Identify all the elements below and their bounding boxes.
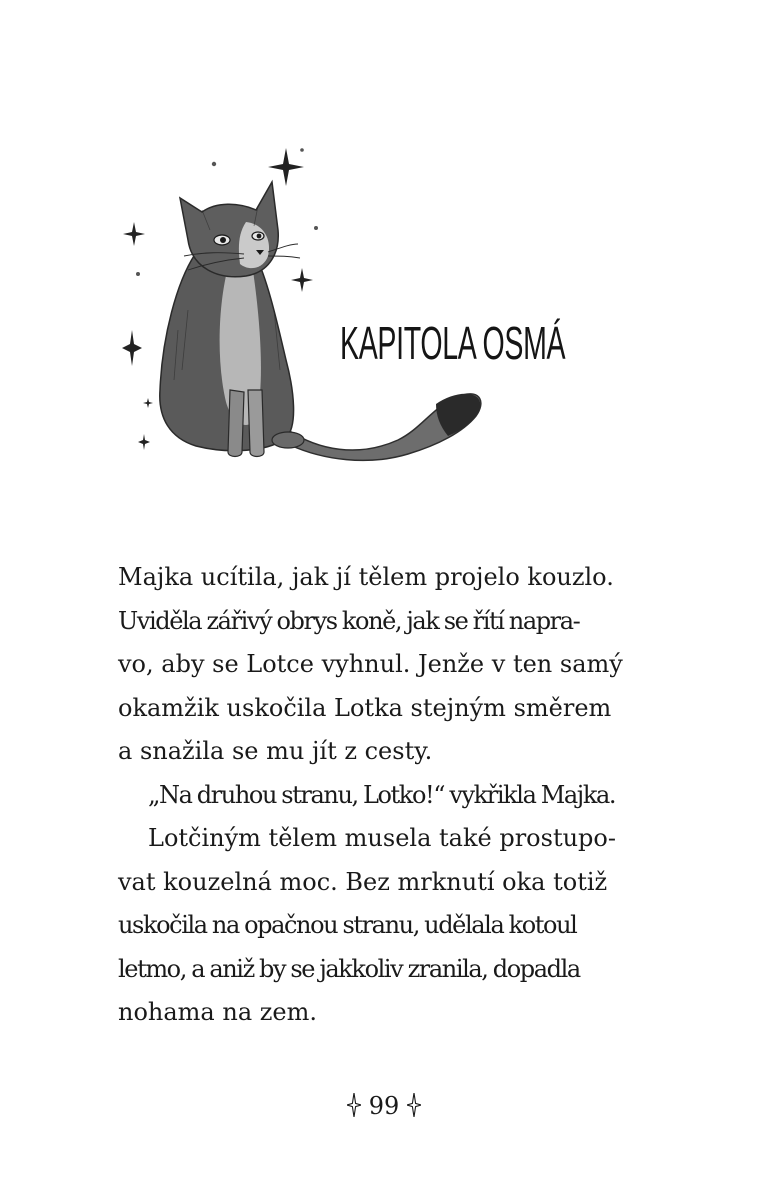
text-line: a snažila se mu jít z cesty. [118,737,433,765]
text-line: vat kouzelná moc. Bez mrknutí oka totiž [118,867,608,896]
chapter-title: KAPITOLA OSMÁ [340,317,566,369]
text-line: uskočila na opačnou stranu, udělala kotoul [118,911,577,939]
text-line: vo, aby se Lotce vyhnul. Jenže v ten samý [118,650,623,678]
text-line: okamžik uskočila Lotka stejným směrem [118,693,612,722]
page-footer [0,1092,768,1120]
sparkle-star-icon [347,1093,361,1117]
text-line: letmo, a aniž by se jakkoliv zranila, dopadla [118,954,580,983]
cat-pupil [220,237,226,243]
text-line: „Na druhou stranu, Lotko!“ vykřikla Majka. [148,780,616,809]
text-line: nohama na zem. [118,998,317,1026]
cat-pupil [257,234,262,239]
text-line: Majka ucítila, jak jí tělem projelo kouzlo. [118,563,614,591]
text-line: Lotčiným tělem musela také prostupo- [148,824,616,852]
sparkle-star-icon [407,1093,421,1117]
cat-front-leg [248,390,264,457]
cat-back-paw [272,432,304,448]
page-number: 99 [368,1092,400,1120]
cat-front-leg [228,390,244,457]
body-text [118,556,678,1035]
text-line: Uviděla zářivý obrys koně, jak se řítí napra- [118,606,580,635]
